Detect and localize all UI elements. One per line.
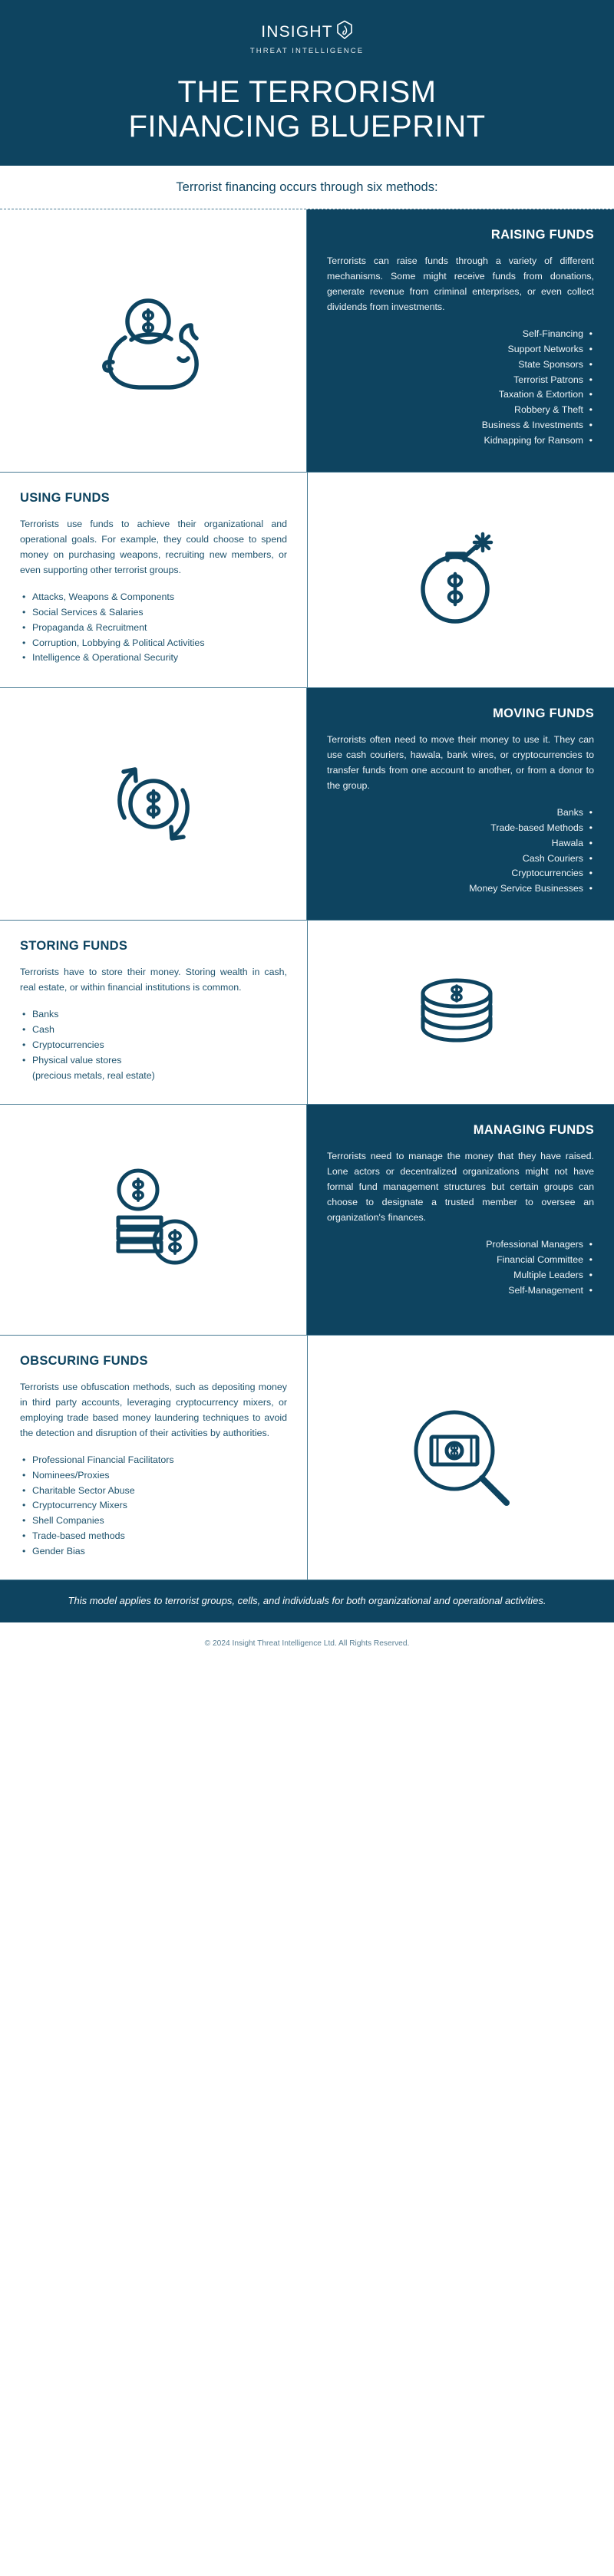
list-item: Cryptocurrencies • [327, 866, 583, 881]
list-item: Terrorist Patrons • [327, 373, 583, 388]
text-panel-obscuring-funds [0, 1336, 307, 1580]
list-item: Multiple Leaders • [327, 1268, 583, 1283]
section-title: MOVING FUNDS [493, 706, 594, 720]
icon-panel-raising-funds [0, 209, 307, 472]
section-body: Terrorists use obfuscation methods, such as depositing money in third party accounts, leveraging cryptocurrency mixers, or employing trade based money laundering techniques to avoid the detection and disruption of their activities by authorities. [20, 1381, 287, 1438]
section-list [327, 805, 594, 897]
bomb-dollar-icon [403, 526, 518, 634]
section-list [327, 327, 594, 449]
section-raising-funds [0, 209, 614, 472]
list-item: Professional Managers • [327, 1237, 583, 1253]
list-item: • Cryptocurrencies [32, 1038, 287, 1053]
subtitle-bar [0, 166, 614, 209]
section-list [20, 590, 287, 666]
list-item: • Professional Financial Facilitators [32, 1453, 287, 1468]
magnifier-banknote-icon [399, 1400, 522, 1515]
section-title: MANAGING FUNDS [473, 1122, 594, 1137]
section-body: Terrorists use funds to achieve their organizational and operational goals. For example, they could choose to spend money on purchasing weapons, recruiting new members, or even supporting other terrorist groups. [20, 518, 287, 575]
list-item: • Cash [32, 1023, 287, 1038]
section-list [20, 1453, 287, 1560]
logo-wordmark: INSIGHT [261, 23, 333, 41]
list-item: • Social Services & Salaries [32, 605, 287, 621]
list-item: • Propaganda & Recruitment [32, 621, 287, 636]
section-body: Terrorists have to store their money. Storing wealth in cash, real estate, or within financial institutions is common. [20, 967, 287, 993]
piggy-bank-icon [96, 287, 211, 394]
list-item: • Attacks, Weapons & Components [32, 590, 287, 605]
list-item: Support Networks • [327, 342, 583, 357]
icon-panel-managing-funds [0, 1105, 307, 1335]
list-item: State Sponsors • [327, 357, 583, 373]
text-panel-using-funds [0, 473, 307, 687]
list-item: • Nominees/Proxies [32, 1468, 287, 1484]
section-obscuring-funds [0, 1335, 614, 1580]
section-title: STORING FUNDS [20, 939, 128, 954]
icon-panel-obscuring-funds [307, 1336, 614, 1580]
logo-subtitle: THREAT INTELLIGENCE [249, 47, 365, 55]
list-item: • Trade-based methods [32, 1529, 287, 1544]
section-storing-funds [0, 920, 614, 1103]
list-item: • Banks [32, 1007, 287, 1023]
list-item: Self-Management • [327, 1283, 583, 1299]
list-item: Financial Committee • [327, 1253, 583, 1268]
list-item: Trade-based Methods • [327, 821, 583, 836]
section-body: Terrorists can raise funds through a variety of different mechanisms. Some might receive funds from donations, generate revenue from criminal enterprises, or even collect dividends from investments. [327, 255, 594, 312]
subtitle-text: Terrorist financing occurs through six methods: [176, 180, 438, 194]
list-item: Banks • [327, 805, 583, 821]
section-managing-funds [0, 1104, 614, 1335]
section-body: Terrorists often need to move their money to use it. They can use cash couriers, hawala, bank wires, or cryptocurrencies to transfer funds from one account to another, or from a donor to the group. [327, 733, 594, 791]
footer-statement-band [0, 1580, 614, 1622]
list-item: • Cryptocurrency Mixers [32, 1498, 287, 1514]
section-list [327, 1237, 594, 1298]
icon-panel-using-funds [307, 473, 614, 687]
list-item: Taxation & Extortion • [327, 387, 583, 403]
icon-panel-storing-funds [307, 921, 614, 1103]
list-item: • Shell Companies [32, 1514, 287, 1529]
icon-panel-moving-funds [0, 688, 307, 920]
list-item: Kidnapping for Ransom • [327, 433, 583, 449]
list-item: • Physical value stores (precious metals, real estate) [32, 1053, 287, 1084]
section-moving-funds [0, 687, 614, 920]
page-header [0, 0, 614, 166]
text-panel-storing-funds [0, 921, 307, 1103]
copyright-text: © 2024 Insight Threat Intelligence Ltd. All Rights Reserved. [0, 1622, 614, 1663]
list-item: Money Service Businesses • [327, 881, 583, 897]
section-title: USING FUNDS [20, 490, 110, 505]
page-title-line-1: THE TERRORISM [177, 75, 437, 109]
list-item: • Charitable Sector Abuse [32, 1484, 287, 1499]
list-item: • Intelligence & Operational Security [32, 651, 287, 666]
logo-line [261, 20, 353, 44]
shield-logo-icon [336, 20, 353, 44]
coins-chart-icon [92, 1162, 215, 1277]
section-title: RAISING FUNDS [490, 227, 594, 242]
section-list [20, 1007, 287, 1083]
list-item: Robbery & Theft • [327, 403, 583, 418]
footer-statement: This model applies to terrorist groups, cells, and individuals for both organizational and operational activities. [68, 1594, 546, 1606]
list-item: • Corruption, Lobbying & Political Activities [32, 636, 287, 651]
list-item: Self-Financing • [327, 327, 583, 342]
page-title-line-2: FINANCING BLUEPRINT [128, 109, 486, 143]
text-panel-raising-funds [307, 209, 614, 472]
list-item: Hawala • [327, 836, 583, 852]
brand-logo [0, 20, 614, 55]
list-item: Business & Investments • [327, 418, 583, 433]
list-item: Cash Couriers • [327, 852, 583, 867]
list-item: • Gender Bias [32, 1544, 287, 1560]
coin-stack-icon [403, 966, 518, 1058]
text-panel-moving-funds [307, 688, 614, 920]
page-title [0, 75, 614, 144]
text-panel-managing-funds [307, 1105, 614, 1335]
section-using-funds [0, 472, 614, 687]
section-title: OBSCURING FUNDS [20, 1353, 148, 1368]
money-transfer-arrows-icon [96, 750, 211, 858]
section-body: Terrorists need to manage the money that they have raised. Lone actors or decentralized organizations might not have formal fund management structures but certain groups can choose to designate a trusted member to oversee an organization's finances. [327, 1150, 594, 1223]
